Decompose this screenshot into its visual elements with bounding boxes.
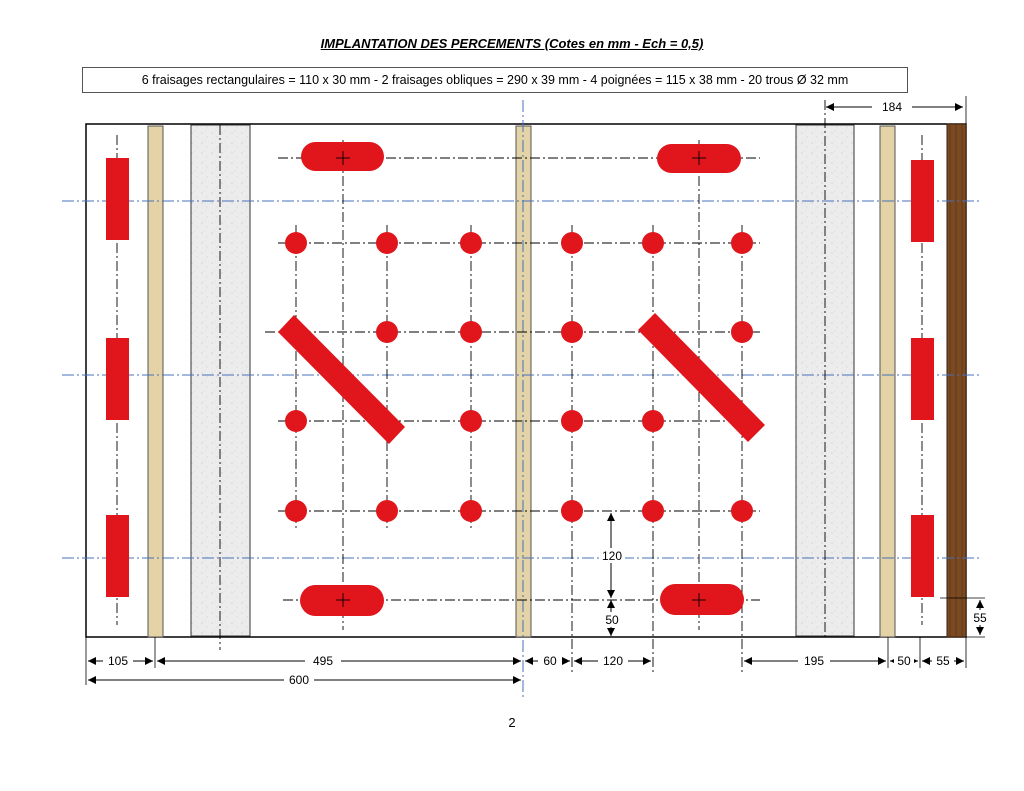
dim-55-horizontal: 55 bbox=[936, 654, 950, 668]
rect-routing bbox=[106, 158, 129, 240]
handle bbox=[300, 585, 384, 616]
dim-184: 184 bbox=[881, 100, 903, 114]
page-number: 2 bbox=[508, 715, 516, 730]
drawing-title: IMPLANTATION DES PERCEMENTS (Cotes en mm - Ech = 0,5) bbox=[320, 36, 704, 51]
rect-routing bbox=[911, 515, 934, 597]
dim-60: 60 bbox=[543, 654, 557, 668]
stone-panel-left bbox=[191, 125, 250, 636]
dim-50-horizontal: 50 bbox=[897, 654, 911, 668]
rect-routing bbox=[911, 338, 934, 420]
dim-120-horizontal: 120 bbox=[602, 654, 624, 668]
rect-routing bbox=[911, 160, 934, 242]
rect-routing bbox=[106, 338, 129, 420]
dim-495: 495 bbox=[312, 654, 334, 668]
dim-600: 600 bbox=[288, 673, 310, 687]
dim-120-vertical: 120 bbox=[601, 549, 623, 563]
dim-105: 105 bbox=[107, 654, 129, 668]
dim-195: 195 bbox=[803, 654, 825, 668]
cutout-summary: 6 fraisages rectangulaires = 110 x 30 mm - 2 fraisages obliques = 290 x 39 mm - 4 poignées = 115 x 38 mm - 20 trous Ø 32 mm bbox=[82, 67, 908, 93]
wood-strip-left bbox=[148, 126, 163, 637]
dim-50-vertical: 50 bbox=[605, 613, 619, 627]
handle bbox=[301, 142, 384, 171]
dim-55-vertical: 55 bbox=[973, 611, 987, 625]
handle bbox=[660, 584, 744, 615]
wood-strip-right bbox=[880, 126, 895, 637]
rect-routing bbox=[106, 515, 129, 597]
